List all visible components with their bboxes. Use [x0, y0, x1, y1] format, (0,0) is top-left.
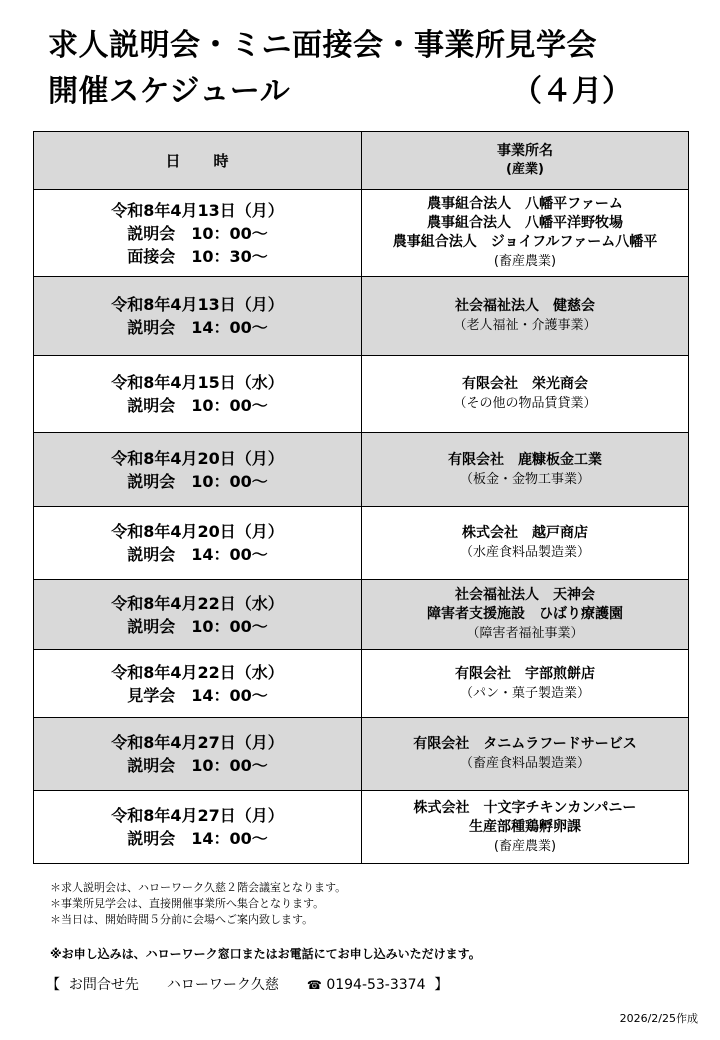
month-label: （４月）	[512, 74, 632, 109]
company-name: 農事組合法人 八幡平ファーム	[427, 196, 623, 212]
phone-number: 0194-53-3374	[326, 977, 426, 993]
event-time: 説明会 10：00～	[127, 396, 268, 415]
industry-label: (畜産農業)	[493, 254, 557, 269]
date-cell	[34, 433, 362, 507]
company-cell	[362, 791, 689, 864]
event-date: 令和8年4月27日（月）	[111, 733, 284, 752]
date-cell	[34, 580, 362, 650]
event-time: 説明会 10：00～	[127, 471, 268, 491]
event-date: 令和8年4月22日（水）	[111, 593, 284, 613]
header-date-label: 日 時	[165, 152, 230, 170]
company-name: 農事組合法人 ジョイフルファーム八幡平	[392, 234, 658, 250]
industry-label: （水産食料品製造業）	[459, 545, 590, 560]
company-name: 生産部種鶏孵卵課	[469, 818, 581, 835]
date-cell	[34, 356, 362, 433]
company-cell	[362, 718, 689, 791]
created-date: 2026/2/25作成	[619, 1012, 698, 1025]
company-cell	[362, 580, 689, 650]
event-time: 説明会 14：00～	[127, 318, 268, 337]
table-row	[34, 718, 689, 791]
industry-label: （老人福祉・介護事業）	[453, 318, 597, 333]
page-subtitle: 開催スケジュール	[48, 74, 291, 109]
company-name: 社会福祉法人 天神会	[455, 587, 595, 603]
contact-line	[46, 974, 448, 994]
industry-label: （板金・金物工事業）	[459, 471, 590, 487]
page-title: 求人説明会・ミニ面接会・事業所見学会	[48, 28, 597, 63]
company-name: 社会福祉法人 健慈会	[455, 298, 595, 314]
company-cell	[362, 650, 689, 718]
note-item: ＊求人説明会は、ハローワーク久慈２階会議室となります。	[50, 881, 347, 894]
bracket-open: 【	[46, 977, 60, 993]
event-date: 令和8年4月27日（月）	[111, 806, 284, 825]
event-date: 令和8年4月15日（水）	[111, 373, 284, 392]
note-item: ＊事業所見学会は、直接開催事業所へ集合となります。	[50, 897, 325, 910]
industry-label: （障害者福祉事業）	[466, 626, 584, 641]
industry-label: （その他の物品賃貸業）	[453, 396, 597, 411]
event-time: 見学会 14：00～	[127, 685, 268, 705]
event-date: 令和8年4月13日（月）	[111, 200, 284, 220]
company-cell	[362, 277, 689, 356]
table-row	[34, 650, 689, 718]
date-cell	[34, 190, 362, 277]
date-cell	[34, 650, 362, 718]
event-time: 面接会 10：30～	[127, 246, 268, 266]
date-cell	[34, 718, 362, 791]
table-row	[34, 433, 689, 507]
date-cell	[34, 277, 362, 356]
event-time: 説明会 14：00～	[127, 545, 268, 564]
header-date	[34, 132, 362, 190]
event-date: 令和8年4月22日（水）	[111, 662, 284, 682]
header-company-label: 事業所名	[497, 143, 553, 159]
industry-label: （パン・菓子製造業）	[459, 685, 590, 701]
table-header-row	[34, 132, 689, 190]
phone-icon: ☎	[306, 978, 322, 992]
bracket-close: 】	[434, 977, 449, 993]
company-name: 農事組合法人 八幡平洋野牧場	[427, 215, 623, 231]
company-name: 有限会社 鹿糠板金工業	[448, 451, 602, 468]
office-name: ハローワーク久慈	[166, 977, 279, 993]
event-time: 説明会 10：00～	[127, 223, 268, 243]
company-cell	[362, 507, 689, 580]
company-name: 有限会社 宇部煎餅店	[455, 665, 595, 682]
industry-label: （畜産食料品製造業）	[459, 756, 590, 771]
company-cell	[362, 433, 689, 507]
table-row	[34, 356, 689, 433]
table-row	[34, 507, 689, 580]
table-row	[34, 277, 689, 356]
table-row	[34, 580, 689, 650]
table-row	[34, 791, 689, 864]
table-row	[34, 190, 689, 277]
event-time: 説明会 10：00～	[127, 756, 268, 775]
company-cell	[362, 190, 689, 277]
company-name: 有限会社 栄光商会	[462, 376, 588, 392]
event-date: 令和8年4月20日（月）	[111, 522, 284, 541]
company-cell	[362, 356, 689, 433]
note-item: ＊当日は、開始時間５分前に会場へご案内致します。	[50, 913, 314, 926]
event-time: 説明会 14：00～	[127, 829, 268, 848]
event-time: 説明会 10：00～	[127, 616, 268, 636]
company-name: 株式会社 十文字チキンカンパニー	[413, 799, 637, 816]
apply-note: ※お申し込みは、ハローワーク窓口またはお電話にてお申し込みいただけます。	[50, 947, 481, 961]
industry-label: (畜産農業)	[493, 838, 557, 854]
company-name: 株式会社 越戸商店	[462, 525, 588, 541]
event-date: 令和8年4月13日（月）	[111, 295, 284, 314]
company-name: 有限会社 タニムラフードサービス	[413, 736, 637, 752]
date-cell	[34, 507, 362, 580]
header-company	[362, 132, 689, 190]
contact-label: お問合せ先	[68, 977, 139, 993]
schedule-table	[33, 131, 689, 864]
header-industry-label: (産業)	[506, 162, 544, 177]
event-date: 令和8年4月20日（月）	[111, 448, 284, 468]
notes	[50, 880, 346, 928]
company-name: 障害者支援施設 ひばり療護園	[427, 606, 623, 622]
date-cell	[34, 791, 362, 864]
